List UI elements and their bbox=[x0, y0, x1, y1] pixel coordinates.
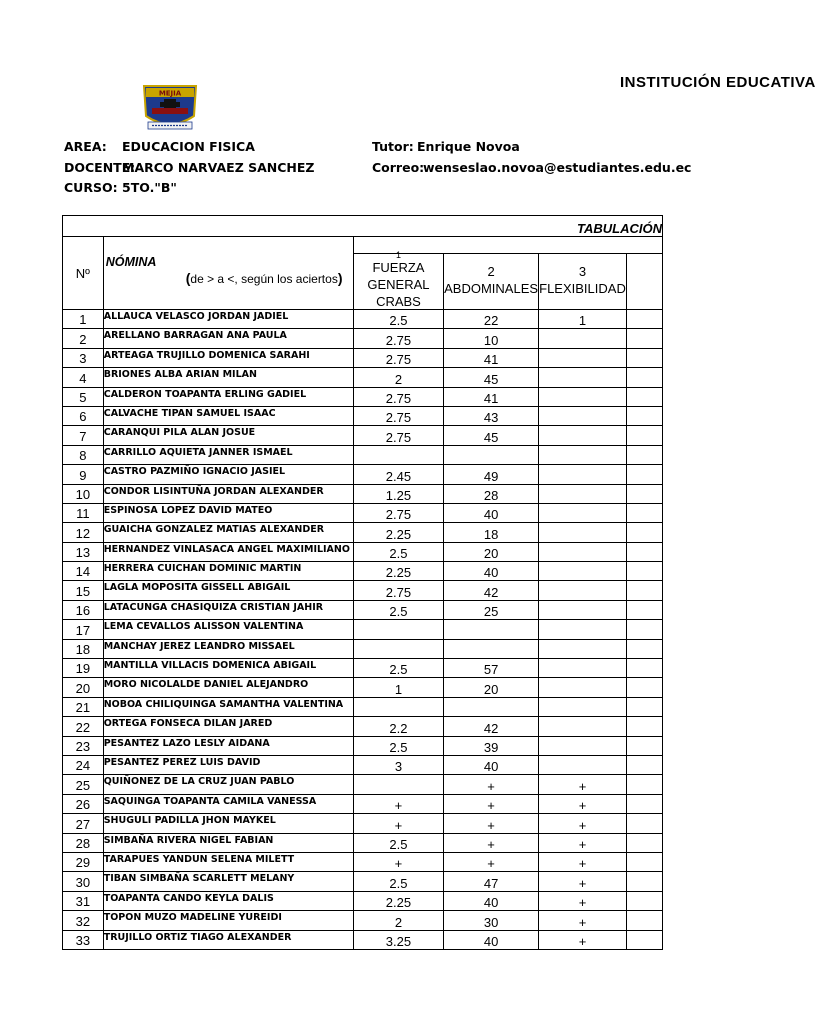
col4-value bbox=[626, 387, 662, 406]
col4-value bbox=[626, 348, 662, 367]
student-name: PESANTEZ PEREZ LUIS DAVID bbox=[103, 755, 353, 774]
row-number: 13 bbox=[63, 542, 104, 561]
area-value: EDUCACION FISICA bbox=[122, 139, 255, 154]
table-row bbox=[63, 310, 663, 329]
col4-value bbox=[626, 852, 662, 871]
fuerza-value: 2.5 bbox=[353, 542, 443, 561]
student-name: HERNANDEZ VINLASACA ANGEL MAXIMILIANO bbox=[103, 542, 353, 561]
flexibilidad-value bbox=[539, 697, 627, 716]
abdominales-value: 20 bbox=[444, 542, 539, 561]
fuerza-value bbox=[353, 697, 443, 716]
student-name: CALDERON TOAPANTA ERLING GADIEL bbox=[103, 387, 353, 406]
student-name: CARRILLO AQUIETA JANNER ISMAEL bbox=[103, 445, 353, 464]
row-number: 1 bbox=[63, 310, 104, 329]
row-number: 5 bbox=[63, 387, 104, 406]
abdominales-value: 41 bbox=[444, 387, 539, 406]
abdominales-value: 25 bbox=[444, 600, 539, 619]
fuerza-value bbox=[353, 445, 443, 464]
student-name: GUAICHA GONZALEZ MATIAS ALEXANDER bbox=[103, 523, 353, 542]
fuerza-value: 2.75 bbox=[353, 503, 443, 522]
table-row bbox=[63, 911, 663, 930]
row-number: 27 bbox=[63, 814, 104, 833]
col-header-flexibilidad bbox=[539, 254, 627, 310]
row-number: 28 bbox=[63, 833, 104, 852]
col4-value bbox=[626, 484, 662, 503]
col4-value bbox=[626, 697, 662, 716]
col-header-fuerza bbox=[353, 250, 443, 310]
row-number: 29 bbox=[63, 852, 104, 871]
col4-value bbox=[626, 600, 662, 619]
flexibilidad-value bbox=[539, 368, 627, 387]
flexibilidad-value: + bbox=[539, 814, 627, 833]
fuerza-value: + bbox=[353, 794, 443, 813]
student-name: SAQUINGA TOAPANTA CAMILA VANESSA bbox=[103, 794, 353, 813]
col4-value bbox=[626, 833, 662, 852]
flexibilidad-value bbox=[539, 736, 627, 755]
abdominales-value bbox=[444, 639, 539, 658]
row-number: 3 bbox=[63, 348, 104, 367]
row-number: 17 bbox=[63, 620, 104, 639]
abdominales-value: 10 bbox=[444, 329, 539, 348]
institution-title: INSTITUCIÓN EDUCATIVA bbox=[620, 74, 816, 91]
row-number: 25 bbox=[63, 775, 104, 794]
col4-value bbox=[626, 523, 662, 542]
student-name: CALVACHE TIPAN SAMUEL ISAAC bbox=[103, 406, 353, 425]
nomina-subtitle bbox=[186, 270, 343, 286]
fuerza-value: 2.75 bbox=[353, 329, 443, 348]
nomina-title: NÓMINA bbox=[105, 255, 157, 269]
flexibilidad-value bbox=[539, 620, 627, 639]
flexibilidad-value bbox=[539, 503, 627, 522]
student-name: CASTRO PAZMIÑO IGNACIO JASIEL bbox=[103, 465, 353, 484]
abdominales-value: 39 bbox=[444, 736, 539, 755]
row-number: 9 bbox=[63, 465, 104, 484]
col2-num: 2 bbox=[487, 264, 495, 279]
student-name: TOPON MUZO MADELINE YUREIDI bbox=[103, 911, 353, 930]
row-number: 30 bbox=[63, 872, 104, 891]
row-number: 14 bbox=[63, 562, 104, 581]
flexibilidad-value: + bbox=[539, 852, 627, 871]
table-row bbox=[63, 426, 663, 445]
col4-value bbox=[626, 755, 662, 774]
fuerza-value: 2.45 bbox=[353, 465, 443, 484]
student-name: TRUJILLO ORTIZ TIAGO ALEXANDER bbox=[103, 930, 353, 949]
col4-value bbox=[626, 659, 662, 678]
col4-value bbox=[626, 872, 662, 891]
abdominales-value: + bbox=[444, 775, 539, 794]
fuerza-value: 3.25 bbox=[353, 930, 443, 949]
table-row bbox=[63, 562, 663, 581]
flexibilidad-value bbox=[539, 678, 627, 697]
row-number: 26 bbox=[63, 794, 104, 813]
flexibilidad-value: + bbox=[539, 911, 627, 930]
fuerza-value: 3 bbox=[353, 755, 443, 774]
flexibilidad-value bbox=[539, 542, 627, 561]
abdominales-value: + bbox=[444, 852, 539, 871]
col1-line1: FUERZA bbox=[372, 260, 425, 275]
abdominales-value: + bbox=[444, 814, 539, 833]
table-row bbox=[63, 833, 663, 852]
fuerza-value: 1 bbox=[353, 678, 443, 697]
table-row bbox=[63, 348, 663, 367]
flexibilidad-value: + bbox=[539, 794, 627, 813]
flexibilidad-value: + bbox=[539, 891, 627, 910]
fuerza-value bbox=[353, 639, 443, 658]
table-row bbox=[63, 717, 663, 736]
student-name: ORTEGA FONSECA DILAN JARED bbox=[103, 717, 353, 736]
student-name: LEMA CEVALLOS ALISSON VALENTINA bbox=[103, 620, 353, 639]
fuerza-value: 2.5 bbox=[353, 736, 443, 755]
row-number: 10 bbox=[63, 484, 104, 503]
row-number: 31 bbox=[63, 891, 104, 910]
abdominales-value: 28 bbox=[444, 484, 539, 503]
student-name: TIBAN SIMBAÑA SCARLETT MELANY bbox=[103, 872, 353, 891]
student-name: BRIONES ALBA ARIAN MILAN bbox=[103, 368, 353, 387]
table-row bbox=[63, 368, 663, 387]
fuerza-value: + bbox=[353, 852, 443, 871]
row-number: 11 bbox=[63, 503, 104, 522]
col4-value bbox=[626, 562, 662, 581]
table-row bbox=[63, 814, 663, 833]
table-row bbox=[63, 755, 663, 774]
tutor-value: Enrique Novoa bbox=[417, 139, 520, 154]
table-row bbox=[63, 503, 663, 522]
student-name: SIMBAÑA RIVERA NIGEL FABIAN bbox=[103, 833, 353, 852]
abdominales-value: 42 bbox=[444, 717, 539, 736]
col4-value bbox=[626, 794, 662, 813]
flexibilidad-value bbox=[539, 755, 627, 774]
row-number: 4 bbox=[63, 368, 104, 387]
flexibilidad-value: + bbox=[539, 775, 627, 794]
fuerza-value: 2.75 bbox=[353, 406, 443, 425]
flexibilidad-value: + bbox=[539, 872, 627, 891]
col1-num: 1 bbox=[395, 250, 401, 260]
flexibilidad-value: 1 bbox=[539, 310, 627, 329]
docente-label: DOCENTE: bbox=[64, 160, 136, 175]
col4-value bbox=[626, 775, 662, 794]
abdominales-value: 40 bbox=[444, 562, 539, 581]
abdominales-value: 41 bbox=[444, 348, 539, 367]
fuerza-value: 2.25 bbox=[353, 562, 443, 581]
flexibilidad-value bbox=[539, 406, 627, 425]
table-row bbox=[63, 775, 663, 794]
fuerza-value: 2.25 bbox=[353, 523, 443, 542]
col3-num: 3 bbox=[578, 264, 587, 279]
col3-label: FLEXIBILIDAD bbox=[539, 281, 626, 296]
fuerza-value: 2.75 bbox=[353, 426, 443, 445]
col-header-abdominales bbox=[444, 254, 539, 310]
abdominales-value: 30 bbox=[444, 911, 539, 930]
abdominales-value: 18 bbox=[444, 523, 539, 542]
abdominales-value: 42 bbox=[444, 581, 539, 600]
fuerza-value: 2.75 bbox=[353, 348, 443, 367]
row-number: 12 bbox=[63, 523, 104, 542]
student-name: ARTEAGA TRUJILLO DOMENICA SARAHI bbox=[103, 348, 353, 367]
table-row bbox=[63, 930, 663, 949]
col4-value bbox=[626, 581, 662, 600]
row-number: 20 bbox=[63, 678, 104, 697]
table-row bbox=[63, 445, 663, 464]
abdominales-value: 49 bbox=[444, 465, 539, 484]
table-row bbox=[63, 523, 663, 542]
row-number: 8 bbox=[63, 445, 104, 464]
student-name: QUIÑONEZ DE LA CRUZ JUAN PABLO bbox=[103, 775, 353, 794]
col-header-4 bbox=[626, 254, 662, 310]
flexibilidad-value bbox=[539, 659, 627, 678]
col4-value bbox=[626, 891, 662, 910]
row-number: 24 bbox=[63, 755, 104, 774]
logo-text: MEJIA bbox=[158, 89, 182, 98]
table-row bbox=[63, 794, 663, 813]
col1-line2: GENERAL bbox=[367, 277, 430, 292]
flexibilidad-value bbox=[539, 348, 627, 367]
table-row bbox=[63, 484, 663, 503]
row-number: 32 bbox=[63, 911, 104, 930]
student-name: MORO NICOLALDE DANIEL ALEJANDRO bbox=[103, 678, 353, 697]
abdominales-value: 40 bbox=[444, 891, 539, 910]
abdominales-value: 57 bbox=[444, 659, 539, 678]
tutor-label: Tutor: bbox=[372, 139, 414, 154]
student-name: SHUGULI PADILLA JHON MAYKEL bbox=[103, 814, 353, 833]
docente-value: MARCO NARVAEZ SANCHEZ bbox=[122, 160, 315, 175]
row-number: 33 bbox=[63, 930, 104, 949]
flexibilidad-value bbox=[539, 387, 627, 406]
abdominales-value: + bbox=[444, 833, 539, 852]
abdominales-value bbox=[444, 445, 539, 464]
flexibilidad-value bbox=[539, 562, 627, 581]
student-name: CARANQUI PILA ALAN JOSUE bbox=[103, 426, 353, 445]
table-row bbox=[63, 639, 663, 658]
student-name: NOBOA CHILIQUINGA SAMANTHA VALENTINA bbox=[103, 697, 353, 716]
student-name: TARAPUES YANDUN SELENA MILETT bbox=[103, 852, 353, 871]
flexibilidad-value bbox=[539, 639, 627, 658]
fuerza-value: 1.25 bbox=[353, 484, 443, 503]
abdominales-value: 20 bbox=[444, 678, 539, 697]
col4-value bbox=[626, 542, 662, 561]
curso-label: CURSO: bbox=[64, 180, 118, 195]
col4-value bbox=[626, 930, 662, 949]
col2-label: ABDOMINALES bbox=[444, 281, 539, 296]
fuerza-value: 2.2 bbox=[353, 717, 443, 736]
student-name: ALLAUCA VELASCO JORDAN JADIEL bbox=[103, 310, 353, 329]
table-row bbox=[63, 872, 663, 891]
flexibilidad-value bbox=[539, 329, 627, 348]
table-row bbox=[63, 581, 663, 600]
fuerza-value: 2.75 bbox=[353, 581, 443, 600]
col4-value bbox=[626, 503, 662, 522]
abdominales-value bbox=[444, 620, 539, 639]
tabulacion-row bbox=[63, 216, 663, 237]
nomina-sub-close: ) bbox=[337, 270, 343, 286]
flexibilidad-value bbox=[539, 445, 627, 464]
table-row bbox=[63, 620, 663, 639]
col4-value bbox=[626, 426, 662, 445]
row-number: 21 bbox=[63, 697, 104, 716]
fuerza-value: 2 bbox=[353, 911, 443, 930]
grades-table bbox=[62, 215, 663, 950]
row-number: 18 bbox=[63, 639, 104, 658]
abdominales-value: 47 bbox=[444, 872, 539, 891]
fuerza-value: 2.5 bbox=[353, 659, 443, 678]
abdominales-value: 40 bbox=[444, 930, 539, 949]
col4-value bbox=[626, 814, 662, 833]
nomina-sub-text: de > a <, según los aciertos bbox=[190, 272, 338, 286]
nomina-header bbox=[103, 237, 353, 310]
fuerza-value bbox=[353, 775, 443, 794]
student-name: ARELLANO BARRAGAN ANA PAULA bbox=[103, 329, 353, 348]
flexibilidad-value bbox=[539, 581, 627, 600]
col1-line3: CRABS bbox=[376, 294, 421, 309]
student-name: MANTILLA VILLACIS DOMENICA ABIGAIL bbox=[103, 659, 353, 678]
table-row bbox=[63, 697, 663, 716]
student-name: PESANTEZ LAZO LESLY AIDANA bbox=[103, 736, 353, 755]
correo-label: Correo: bbox=[372, 160, 425, 175]
col4-value bbox=[626, 368, 662, 387]
fuerza-value: 2 bbox=[353, 368, 443, 387]
tabulacion-label: TABULACIÓN bbox=[63, 216, 663, 237]
table-row bbox=[63, 736, 663, 755]
col4-value bbox=[626, 620, 662, 639]
col4-value bbox=[626, 329, 662, 348]
abdominales-value: 45 bbox=[444, 368, 539, 387]
table-row bbox=[63, 600, 663, 619]
student-name: TOAPANTA CANDO KEYLA DALIS bbox=[103, 891, 353, 910]
row-number: 6 bbox=[63, 406, 104, 425]
fuerza-value: 2.5 bbox=[353, 600, 443, 619]
row-number: 7 bbox=[63, 426, 104, 445]
fuerza-value: 2.75 bbox=[353, 387, 443, 406]
flexibilidad-value bbox=[539, 523, 627, 542]
fuerza-value: 2.5 bbox=[353, 310, 443, 329]
row-number: 23 bbox=[63, 736, 104, 755]
correo-value: wenseslao.novoa@estudiantes.edu.ec bbox=[423, 160, 692, 175]
col4-value bbox=[626, 678, 662, 697]
abdominales-value: 40 bbox=[444, 755, 539, 774]
table-row bbox=[63, 852, 663, 871]
col4-value bbox=[626, 310, 662, 329]
table-row bbox=[63, 387, 663, 406]
abdominales-value: 43 bbox=[444, 406, 539, 425]
nomina-sub-open: ( bbox=[185, 270, 191, 286]
student-name: LATACUNGA CHASIQUIZA CRISTIAN JAHIR bbox=[103, 600, 353, 619]
abdominales-value bbox=[444, 697, 539, 716]
table-row bbox=[63, 406, 663, 425]
student-name: MANCHAY JEREZ LEANDRO MISSAEL bbox=[103, 639, 353, 658]
fuerza-value bbox=[353, 620, 443, 639]
flexibilidad-value bbox=[539, 484, 627, 503]
table-row bbox=[63, 542, 663, 561]
area-label: AREA: bbox=[64, 139, 107, 154]
abdominales-value: 45 bbox=[444, 426, 539, 445]
fuerza-value: 2.25 bbox=[353, 891, 443, 910]
row-number: 2 bbox=[63, 329, 104, 348]
student-name: LAGLA MOPOSITA GISSELL ABIGAIL bbox=[103, 581, 353, 600]
student-name: ESPINOSA LOPEZ DAVID MATEO bbox=[103, 503, 353, 522]
table-row bbox=[63, 678, 663, 697]
col4-value bbox=[626, 639, 662, 658]
table-row bbox=[63, 659, 663, 678]
col4-value bbox=[626, 736, 662, 755]
flexibilidad-value bbox=[539, 465, 627, 484]
fuerza-value: + bbox=[353, 814, 443, 833]
flexibilidad-value: + bbox=[539, 930, 627, 949]
flexibilidad-value bbox=[539, 717, 627, 736]
student-name: HERRERA CUICHAN DOMINIC MARTIN bbox=[103, 562, 353, 581]
table-row bbox=[63, 465, 663, 484]
col4-value bbox=[626, 406, 662, 425]
flexibilidad-value: + bbox=[539, 833, 627, 852]
curso-value: 5TO."B" bbox=[122, 180, 177, 195]
col4-value bbox=[626, 445, 662, 464]
student-name: CONDOR LISINTUÑA JORDAN ALEXANDER bbox=[103, 484, 353, 503]
row-number: 19 bbox=[63, 659, 104, 678]
table-row bbox=[63, 329, 663, 348]
col4-value bbox=[626, 717, 662, 736]
abdominales-value: 22 bbox=[444, 310, 539, 329]
abdominales-value: 40 bbox=[444, 503, 539, 522]
row-number: 16 bbox=[63, 600, 104, 619]
flexibilidad-value bbox=[539, 426, 627, 445]
flexibilidad-value bbox=[539, 600, 627, 619]
row-number: 22 bbox=[63, 717, 104, 736]
col4-value bbox=[626, 911, 662, 930]
row-number: 15 bbox=[63, 581, 104, 600]
abdominales-value: + bbox=[444, 794, 539, 813]
fuerza-value: 2.5 bbox=[353, 872, 443, 891]
table-row bbox=[63, 891, 663, 910]
fuerza-value: 2.5 bbox=[353, 833, 443, 852]
num-header: Nº bbox=[63, 237, 104, 310]
col4-value bbox=[626, 465, 662, 484]
